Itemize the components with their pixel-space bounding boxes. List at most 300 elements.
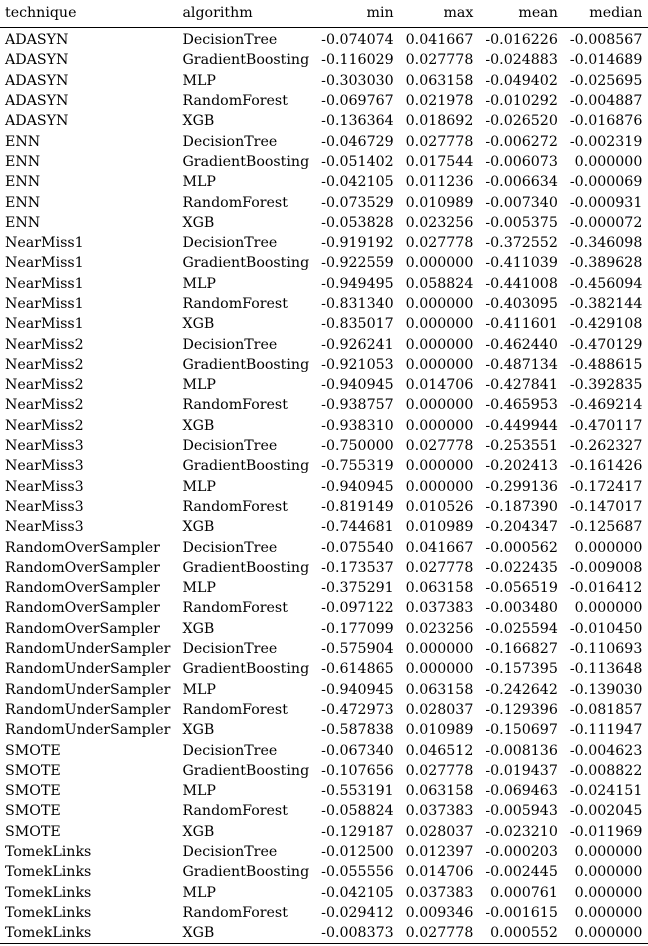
table-row bbox=[0, 923, 648, 944]
mean-cell: -0.026520 bbox=[485, 113, 558, 130]
median-cell: 0.000000 bbox=[574, 153, 643, 170]
mean-cell: -0.000203 bbox=[485, 844, 558, 861]
table-row bbox=[0, 274, 648, 294]
mean-cell: -0.150697 bbox=[485, 722, 558, 739]
max-cell: 0.037383 bbox=[405, 803, 474, 820]
mean-cell: -0.187390 bbox=[485, 498, 558, 515]
min-cell: -0.042105 bbox=[321, 884, 394, 901]
max-cell: 0.000000 bbox=[405, 336, 474, 353]
mean-cell: -0.023210 bbox=[485, 823, 558, 840]
min-cell: -0.116029 bbox=[321, 52, 394, 69]
algorithm-cell: MLP bbox=[182, 377, 216, 394]
mean-cell: -0.403095 bbox=[485, 296, 558, 312]
max-cell: 0.000000 bbox=[405, 417, 474, 434]
max-cell: 0.000000 bbox=[405, 296, 474, 312]
algorithm-cell: GradientBoosting bbox=[182, 356, 310, 373]
max-cell: 0.014706 bbox=[405, 377, 474, 394]
max-cell: 0.027778 bbox=[405, 235, 474, 252]
max-cell: 0.028037 bbox=[405, 823, 474, 840]
table-row bbox=[0, 497, 648, 517]
median-cell: -0.172417 bbox=[569, 478, 643, 495]
min-cell: -0.136364 bbox=[321, 113, 394, 130]
technique-cell: TomekLinks bbox=[5, 864, 92, 881]
table-row bbox=[0, 781, 648, 801]
mean-cell: -0.049402 bbox=[485, 72, 558, 89]
median-cell: -0.009008 bbox=[569, 559, 643, 576]
max-cell: 0.011236 bbox=[405, 174, 474, 191]
algorithm-cell: GradientBoosting bbox=[182, 52, 310, 69]
mean-cell: -0.001615 bbox=[485, 904, 558, 921]
mean-cell: -0.019437 bbox=[485, 762, 558, 779]
technique-cell: NearMiss3 bbox=[5, 478, 84, 495]
mean-cell: -0.006073 bbox=[485, 153, 558, 170]
min-cell: -0.553191 bbox=[321, 783, 394, 800]
table-row bbox=[0, 619, 648, 639]
technique-cell: ENN bbox=[5, 174, 41, 191]
mean-cell: -0.157395 bbox=[485, 661, 558, 678]
technique-cell: RandomUnderSampler bbox=[5, 661, 171, 678]
min-cell: -0.926241 bbox=[321, 336, 394, 353]
max-cell: 0.000000 bbox=[405, 255, 474, 272]
algorithm-cell: DecisionTree bbox=[182, 133, 278, 150]
table-row bbox=[0, 355, 648, 375]
mean-cell: -0.007340 bbox=[485, 194, 558, 211]
mean-cell: -0.166827 bbox=[485, 641, 558, 658]
mean-cell: -0.022435 bbox=[485, 559, 558, 576]
max-cell: 0.014706 bbox=[405, 864, 474, 881]
max-cell: 0.028037 bbox=[405, 701, 474, 718]
technique-cell: NearMiss3 bbox=[5, 438, 84, 455]
min-cell: -0.177099 bbox=[321, 620, 394, 637]
median-cell: -0.470129 bbox=[569, 336, 643, 353]
table-row bbox=[0, 416, 648, 436]
max-cell: 0.027778 bbox=[405, 762, 474, 779]
technique-cell: RandomOverSampler bbox=[5, 620, 160, 637]
table-body bbox=[0, 28, 648, 944]
median-cell: -0.456094 bbox=[569, 275, 643, 292]
technique-cell: ADASYN bbox=[5, 52, 69, 69]
technique-cell: ADASYN bbox=[5, 72, 69, 89]
technique-cell: NearMiss2 bbox=[5, 417, 84, 434]
max-cell: 0.063158 bbox=[405, 72, 474, 89]
algorithm-cell: GradientBoosting bbox=[182, 864, 310, 881]
min-cell: -0.058824 bbox=[321, 803, 394, 820]
min-cell: -0.074074 bbox=[321, 32, 394, 49]
algorithm-cell: RandomForest bbox=[182, 194, 288, 211]
technique-cell: ADASYN bbox=[5, 93, 69, 110]
algorithm-cell: DecisionTree bbox=[182, 336, 278, 353]
table-row bbox=[0, 50, 648, 70]
max-cell: 0.017544 bbox=[405, 153, 474, 170]
min-cell: -0.069767 bbox=[321, 93, 394, 110]
technique-cell: NearMiss1 bbox=[5, 235, 84, 252]
table-row bbox=[0, 700, 648, 720]
mean-cell: -0.372552 bbox=[485, 235, 558, 252]
algorithm-cell: DecisionTree bbox=[182, 641, 278, 658]
mean-cell: -0.242642 bbox=[485, 681, 558, 698]
min-cell: -0.008373 bbox=[321, 925, 394, 942]
mean-cell: 0.000552 bbox=[490, 925, 558, 942]
median-cell: -0.002319 bbox=[569, 133, 643, 150]
algorithm-cell: DecisionTree bbox=[182, 235, 278, 252]
technique-cell: NearMiss3 bbox=[5, 498, 84, 515]
technique-cell: NearMiss2 bbox=[5, 356, 84, 373]
max-cell: 0.027778 bbox=[405, 52, 474, 69]
table-row bbox=[0, 903, 648, 923]
technique-cell: RandomUnderSampler bbox=[5, 701, 171, 718]
min-cell: -0.129187 bbox=[321, 823, 394, 840]
header-algorithm: algorithm bbox=[182, 5, 253, 21]
technique-cell: TomekLinks bbox=[5, 844, 92, 861]
min-cell: -0.472973 bbox=[321, 701, 394, 718]
algorithm-cell: GradientBoosting bbox=[182, 661, 310, 678]
max-cell: 0.041667 bbox=[405, 539, 474, 556]
max-cell: 0.027778 bbox=[405, 925, 474, 942]
median-cell: 0.000000 bbox=[574, 864, 643, 881]
table-row bbox=[0, 456, 648, 476]
technique-cell: TomekLinks bbox=[5, 884, 92, 901]
min-cell: -0.819149 bbox=[321, 498, 394, 515]
mean-cell: -0.016226 bbox=[485, 32, 558, 49]
algorithm-cell: XGB bbox=[182, 316, 215, 333]
mean-cell: -0.003480 bbox=[485, 600, 558, 617]
technique-cell: ENN bbox=[5, 194, 41, 211]
max-cell: 0.041667 bbox=[405, 32, 474, 49]
max-cell: 0.000000 bbox=[405, 478, 474, 495]
table-row bbox=[0, 862, 648, 882]
min-cell: -0.042105 bbox=[321, 174, 394, 191]
max-cell: 0.010526 bbox=[405, 498, 474, 515]
algorithm-cell: MLP bbox=[182, 681, 216, 698]
min-cell: -0.029412 bbox=[321, 904, 394, 921]
technique-cell: NearMiss3 bbox=[5, 458, 84, 475]
header-median: median bbox=[589, 5, 643, 21]
algorithm-cell: MLP bbox=[182, 783, 216, 800]
technique-cell: RandomUnderSampler bbox=[5, 641, 171, 658]
mean-cell: -0.411601 bbox=[485, 316, 558, 333]
min-cell: -0.949495 bbox=[321, 275, 394, 292]
median-cell: -0.011969 bbox=[569, 823, 643, 840]
mean-cell: -0.427841 bbox=[485, 377, 558, 394]
median-cell: -0.488615 bbox=[569, 356, 643, 373]
algorithm-cell: XGB bbox=[182, 823, 215, 840]
algorithm-cell: XGB bbox=[182, 722, 215, 739]
algorithm-cell: RandomForest bbox=[182, 397, 288, 414]
min-cell: -0.922559 bbox=[321, 255, 394, 272]
technique-cell: ADASYN bbox=[5, 32, 69, 49]
algorithm-cell: RandomForest bbox=[182, 701, 288, 718]
median-cell: 0.000000 bbox=[574, 925, 643, 942]
table-row bbox=[0, 253, 648, 273]
technique-cell: NearMiss2 bbox=[5, 336, 84, 353]
algorithm-cell: DecisionTree bbox=[182, 32, 278, 49]
min-cell: -0.921053 bbox=[321, 356, 394, 373]
table-row bbox=[0, 578, 648, 598]
max-cell: 0.027778 bbox=[405, 133, 474, 150]
technique-cell: RandomOverSampler bbox=[5, 600, 160, 617]
mean-cell: -0.069463 bbox=[485, 783, 558, 800]
mean-cell: -0.299136 bbox=[485, 478, 558, 495]
median-cell: -0.016412 bbox=[569, 580, 643, 597]
max-cell: 0.010989 bbox=[405, 519, 474, 536]
table-row bbox=[0, 436, 648, 456]
max-cell: 0.021978 bbox=[405, 93, 474, 110]
header-max: max bbox=[443, 5, 474, 21]
algorithm-cell: DecisionTree bbox=[182, 438, 278, 455]
algorithm-cell: MLP bbox=[182, 884, 216, 901]
table-row bbox=[0, 28, 648, 51]
header-technique: technique bbox=[5, 5, 77, 21]
technique-cell: NearMiss1 bbox=[5, 275, 84, 292]
table-row bbox=[0, 598, 648, 618]
header-row bbox=[0, 0, 648, 28]
table-row bbox=[0, 294, 648, 314]
algorithm-cell: GradientBoosting bbox=[182, 762, 310, 779]
max-cell: 0.046512 bbox=[405, 742, 474, 759]
mean-cell: -0.487134 bbox=[485, 356, 558, 373]
technique-cell: SMOTE bbox=[5, 803, 61, 820]
table-row bbox=[0, 314, 648, 334]
table-row bbox=[0, 111, 648, 131]
min-cell: -0.940945 bbox=[321, 681, 394, 698]
technique-cell: SMOTE bbox=[5, 823, 61, 840]
table-row bbox=[0, 680, 648, 700]
mean-cell: -0.006272 bbox=[485, 133, 558, 150]
algorithm-cell: XGB bbox=[182, 417, 215, 434]
min-cell: -0.051402 bbox=[321, 153, 394, 170]
max-cell: 0.063158 bbox=[405, 580, 474, 597]
table-row bbox=[0, 213, 648, 233]
mean-cell: -0.002445 bbox=[485, 864, 558, 881]
algorithm-cell: XGB bbox=[182, 113, 215, 130]
header-min: min bbox=[366, 5, 394, 21]
technique-cell: RandomOverSampler bbox=[5, 559, 160, 576]
table-row bbox=[0, 761, 648, 781]
max-cell: 0.023256 bbox=[405, 620, 474, 637]
algorithm-cell: RandomForest bbox=[182, 803, 288, 820]
median-cell: -0.139030 bbox=[569, 681, 643, 698]
min-cell: -0.046729 bbox=[321, 133, 394, 150]
max-cell: 0.000000 bbox=[405, 356, 474, 373]
median-cell: -0.025695 bbox=[569, 72, 643, 89]
algorithm-cell: GradientBoosting bbox=[182, 153, 310, 170]
mean-cell: -0.025594 bbox=[485, 620, 558, 637]
technique-cell: NearMiss1 bbox=[5, 296, 84, 312]
table-row bbox=[0, 192, 648, 212]
mean-cell: -0.465953 bbox=[485, 397, 558, 414]
min-cell: -0.750000 bbox=[321, 438, 394, 455]
min-cell: -0.097122 bbox=[321, 600, 394, 617]
mean-cell: -0.005943 bbox=[485, 803, 558, 820]
mean-cell: -0.411039 bbox=[485, 255, 558, 272]
median-cell: 0.000000 bbox=[574, 539, 643, 556]
mean-cell: -0.129396 bbox=[485, 701, 558, 718]
median-cell: -0.002045 bbox=[569, 803, 643, 820]
median-cell: 0.000000 bbox=[574, 600, 643, 617]
max-cell: 0.000000 bbox=[405, 641, 474, 658]
algorithm-cell: RandomForest bbox=[182, 904, 288, 921]
min-cell: -0.575904 bbox=[321, 641, 394, 658]
algorithm-cell: RandomForest bbox=[182, 498, 288, 515]
median-cell: -0.000069 bbox=[569, 174, 643, 191]
technique-cell: TomekLinks bbox=[5, 904, 92, 921]
median-cell: -0.110693 bbox=[569, 641, 643, 658]
min-cell: -0.012500 bbox=[321, 844, 394, 861]
median-cell: -0.008567 bbox=[569, 32, 643, 49]
table-row bbox=[0, 822, 648, 842]
technique-cell: NearMiss1 bbox=[5, 316, 84, 333]
table-row bbox=[0, 375, 648, 395]
median-cell: -0.014689 bbox=[569, 52, 643, 69]
algorithm-cell: RandomForest bbox=[182, 600, 288, 617]
mean-cell: -0.000562 bbox=[485, 539, 558, 556]
mean-cell: -0.010292 bbox=[485, 93, 558, 110]
max-cell: 0.000000 bbox=[405, 661, 474, 678]
algorithm-cell: XGB bbox=[182, 519, 215, 536]
median-cell: -0.470117 bbox=[569, 417, 643, 434]
median-cell: -0.469214 bbox=[569, 397, 643, 414]
min-cell: -0.835017 bbox=[321, 316, 394, 333]
mean-cell: 0.000761 bbox=[490, 884, 558, 901]
median-cell: 0.000000 bbox=[574, 844, 643, 861]
mean-cell: -0.253551 bbox=[485, 438, 558, 455]
min-cell: -0.075540 bbox=[321, 539, 394, 556]
header-mean: mean bbox=[518, 5, 558, 21]
max-cell: 0.023256 bbox=[405, 214, 474, 231]
median-cell: -0.113648 bbox=[569, 661, 643, 678]
min-cell: -0.073529 bbox=[321, 194, 394, 211]
algorithm-cell: GradientBoosting bbox=[182, 255, 310, 272]
technique-cell: ENN bbox=[5, 133, 41, 150]
table-row bbox=[0, 152, 648, 172]
min-cell: -0.940945 bbox=[321, 377, 394, 394]
algorithm-cell: DecisionTree bbox=[182, 742, 278, 759]
algorithm-cell: MLP bbox=[182, 580, 216, 597]
table-row bbox=[0, 517, 648, 537]
table-row bbox=[0, 639, 648, 659]
technique-cell: RandomUnderSampler bbox=[5, 722, 171, 739]
median-cell: -0.008822 bbox=[569, 762, 643, 779]
table-row bbox=[0, 801, 648, 821]
median-cell: -0.382144 bbox=[569, 296, 643, 312]
max-cell: 0.027778 bbox=[405, 438, 474, 455]
algorithm-cell: MLP bbox=[182, 275, 216, 292]
median-cell: -0.010450 bbox=[569, 620, 643, 637]
median-cell: -0.125687 bbox=[569, 519, 643, 536]
table-row bbox=[0, 842, 648, 862]
median-cell: -0.389628 bbox=[569, 255, 643, 272]
table-row bbox=[0, 537, 648, 557]
technique-cell: RandomUnderSampler bbox=[5, 681, 171, 698]
median-cell: -0.262327 bbox=[569, 438, 643, 455]
max-cell: 0.009346 bbox=[405, 904, 474, 921]
median-cell: 0.000000 bbox=[574, 884, 643, 901]
mean-cell: -0.204347 bbox=[485, 519, 558, 536]
technique-cell: SMOTE bbox=[5, 742, 61, 759]
algorithm-cell: GradientBoosting bbox=[182, 559, 310, 576]
min-cell: -0.940945 bbox=[321, 478, 394, 495]
table-row bbox=[0, 477, 648, 497]
algorithm-cell: DecisionTree bbox=[182, 539, 278, 556]
max-cell: 0.058824 bbox=[405, 275, 474, 292]
algorithm-cell: DecisionTree bbox=[182, 844, 278, 861]
algorithm-cell: RandomForest bbox=[182, 93, 288, 110]
max-cell: 0.000000 bbox=[405, 458, 474, 475]
technique-cell: SMOTE bbox=[5, 762, 61, 779]
table-row bbox=[0, 91, 648, 111]
max-cell: 0.010989 bbox=[405, 194, 474, 211]
mean-cell: -0.056519 bbox=[485, 580, 558, 597]
min-cell: -0.055556 bbox=[321, 864, 394, 881]
mean-cell: -0.202413 bbox=[485, 458, 558, 475]
algorithm-cell: MLP bbox=[182, 478, 216, 495]
mean-cell: -0.449944 bbox=[485, 417, 558, 434]
algorithm-cell: MLP bbox=[182, 174, 216, 191]
max-cell: 0.063158 bbox=[405, 681, 474, 698]
max-cell: 0.027778 bbox=[405, 559, 474, 576]
median-cell: -0.024151 bbox=[569, 783, 643, 800]
technique-cell: TomekLinks bbox=[5, 925, 92, 942]
min-cell: -0.303030 bbox=[321, 72, 394, 89]
median-cell: -0.147017 bbox=[569, 498, 643, 515]
median-cell: -0.111947 bbox=[569, 722, 643, 739]
max-cell: 0.018692 bbox=[405, 113, 474, 130]
min-cell: -0.755319 bbox=[321, 458, 394, 475]
min-cell: -0.067340 bbox=[321, 742, 394, 759]
algorithm-cell: MLP bbox=[182, 72, 216, 89]
median-cell: -0.346098 bbox=[569, 235, 643, 252]
median-cell: -0.004623 bbox=[569, 742, 643, 759]
median-cell: -0.016876 bbox=[569, 113, 643, 130]
median-cell: -0.081857 bbox=[569, 701, 643, 718]
technique-cell: ENN bbox=[5, 153, 41, 170]
technique-cell: SMOTE bbox=[5, 783, 61, 800]
median-cell: 0.000000 bbox=[574, 904, 643, 921]
table-row bbox=[0, 131, 648, 151]
algorithm-cell: XGB bbox=[182, 925, 215, 942]
table-row bbox=[0, 558, 648, 578]
min-cell: -0.375291 bbox=[321, 580, 394, 597]
max-cell: 0.012397 bbox=[405, 844, 474, 861]
table-row bbox=[0, 71, 648, 91]
technique-cell: NearMiss2 bbox=[5, 397, 84, 414]
table-header bbox=[0, 0, 648, 28]
max-cell: 0.010989 bbox=[405, 722, 474, 739]
mean-cell: -0.462440 bbox=[485, 336, 558, 353]
table-row bbox=[0, 740, 648, 760]
min-cell: -0.614865 bbox=[321, 661, 394, 678]
min-cell: -0.587838 bbox=[321, 722, 394, 739]
mean-cell: -0.006634 bbox=[485, 174, 558, 191]
algorithm-cell: RandomForest bbox=[182, 296, 288, 312]
median-cell: -0.161426 bbox=[569, 458, 643, 475]
min-cell: -0.919192 bbox=[321, 235, 394, 252]
min-cell: -0.938757 bbox=[321, 397, 394, 414]
max-cell: 0.037383 bbox=[405, 884, 474, 901]
max-cell: 0.037383 bbox=[405, 600, 474, 617]
max-cell: 0.063158 bbox=[405, 783, 474, 800]
technique-cell: ADASYN bbox=[5, 113, 69, 130]
max-cell: 0.000000 bbox=[405, 397, 474, 414]
min-cell: -0.831340 bbox=[321, 296, 394, 312]
min-cell: -0.744681 bbox=[321, 519, 394, 536]
algorithm-cell: GradientBoosting bbox=[182, 458, 310, 475]
median-cell: -0.000072 bbox=[569, 214, 643, 231]
technique-cell: NearMiss3 bbox=[5, 519, 84, 536]
max-cell: 0.000000 bbox=[405, 316, 474, 333]
technique-cell: RandomOverSampler bbox=[5, 539, 160, 556]
mean-cell: -0.005375 bbox=[485, 214, 558, 231]
